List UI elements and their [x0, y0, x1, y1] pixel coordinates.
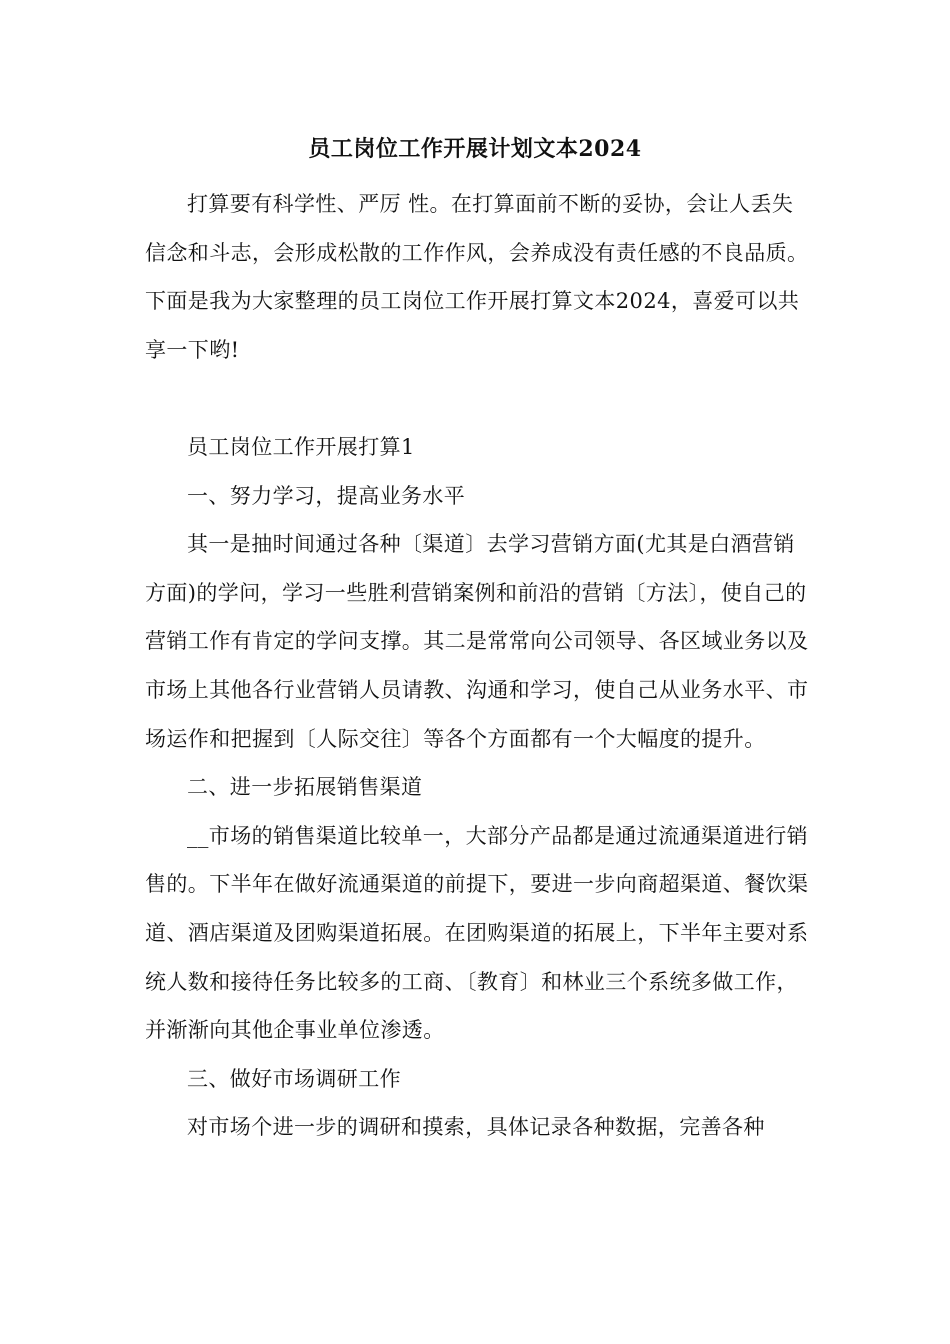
section-heading: 员工岗位工作开展打算1	[187, 434, 415, 459]
subsection-heading-2: 二、进一步拓展销售渠道	[187, 775, 423, 800]
document-body	[145, 180, 810, 1152]
intro-paragraph: 打算要有科学性、严厉 性。在打算面前不断的妥协，会让人丢失信念和斗志，会形成松散的工作作风，会养成没有责任感的不良品质。下面是我为大家整理的员工岗位工作开展打算文本2024，喜爱可以共享一下哟!	[145, 192, 809, 362]
document-title: 员工岗位工作开展计划文本2024	[308, 136, 642, 162]
body-paragraph-3: 对市场个进一步的调研和摸索，具体记录各种数据，完善各种	[187, 1115, 765, 1140]
subsection-heading-3: 三、做好市场调研工作	[187, 1066, 401, 1091]
body-paragraph-1: 其一是抽时间通过各种〔渠道〕去学习营销方面(尤其是白酒营销方面)的学问，学习一些胜利营销案例和前沿的营销〔方法〕，使自己的营销工作有肯定的学问支撑。其二是常常向公司领导、各区域业务以及市场上其他各行业营销人员请教、沟通和学习，使自己从业务水平、市场运作和把握到〔人际交往〕等各个方面都有一个大幅度的提升。	[145, 532, 809, 751]
subsection-heading-1: 一、努力学习，提高业务水平	[187, 483, 466, 508]
body-paragraph-2: __市场的销售渠道比较单一，大部分产品都是通过流通渠道进行销售的。下半年在做好流通渠道的前提下，要进一步向商超渠道、餐饮渠道、酒店渠道及团购渠道拓展。在团购渠道的拓展上，下半年主要对系统人数和接待任务比较多的工商、〔教育〕和林业三个系统多做工作，并渐渐向其他企事业单位渗透。	[145, 823, 809, 1043]
